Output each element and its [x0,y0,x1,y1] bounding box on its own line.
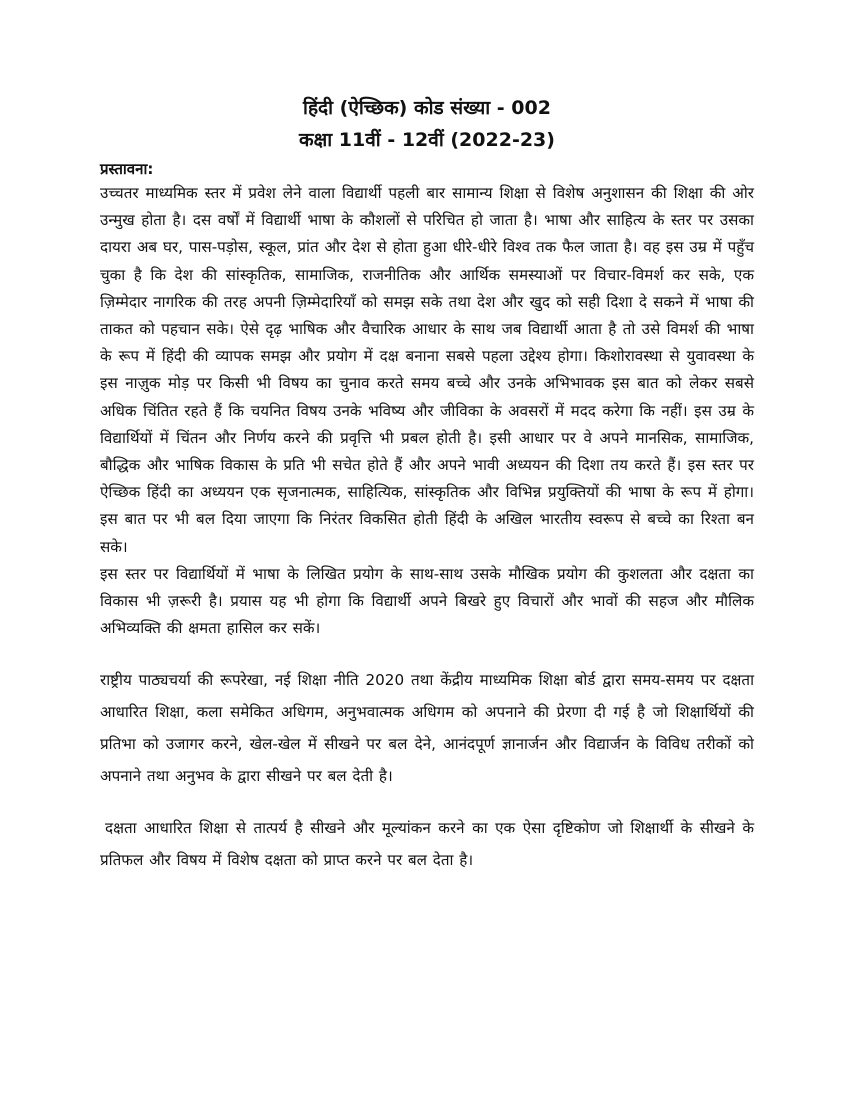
paragraph-intro: उच्चतर माध्यमिक स्तर में प्रवेश लेने वाला विद्यार्थी पहली बार सामान्य शिक्षा से विशेष अनुशासन की शिक्षा की ओर उन्मुख होता है। दस वर्षों में विद्यार्थी भाषा के कौशलों से परिचित हो जाता है। भाषा और साहित्य के स्तर पर उसका दायरा अब घर, पास-पड़ोस, स्कूल, प्रांत और देश से होता हुआ धीरे-धीरे विश्व तक फैल जाता है। वह इस उम्र में पहुँच चुका है कि देश की सांस्कृतिक, सामाजिक, राजनीतिक और आर्थिक समस्याओं पर विचार-विमर्श कर सके, एक ज़िम्मेदार नागरिक की तरह अपनी ज़िम्मेदारियाँ को समझ सके तथा देश और खुद को सही दिशा दे सकने में भाषा की ताकत को पहचान सके। ऐसे दृढ़ भाषिक और वैचारिक आधार के साथ जब विद्यार्थी आता है तो उसे विमर्श की भाषा के रूप में हिंदी की व्यापक समझ और प्रयोग में दक्ष बनाना सबसे पहला उद्देश्य होगा। किशोरावस्था से युवावस्था के इस नाज़ुक मोड़ पर किसी भी विषय का चुनाव करते समय बच्चे और उनके अभिभावक इस बात को लेकर सबसे अधिक चिंतित रहते हैं कि चयनित विषय उनके भविष्य और जीविका के अवसरों में मदद करेगा कि नहीं। इस उम्र के विद्यार्थियों में चिंतन और निर्णय करने की प्रवृत्ति भी प्रबल होती है। इसी आधार पर वे अपने मानसिक, सामाजिक, बौद्धिक और भाषिक विकास के प्रति भी सचेत होते हैं और अपने भावी अध्ययन की दिशा तय करते हैं। इस स्तर पर ऐच्छिक हिंदी का अध्ययन एक सृजनात्मक, साहित्यिक, सांस्कृतिक और विभिन्न प्रयुक्तियों की भाषा के रूप में होगा। इस बात पर भी बल दिया जाएगा कि निरंतर विकसित होती हिंदी के अखिल भारतीय स्वरूप से बच्चे का रिश्ता बन सके। [100,184,754,556]
document-page [100,92,754,876]
section-heading-introduction: प्रस्तावना: [100,160,154,178]
document-title: हिंदी (ऐच्छिक) कोड संख्या - 002 [303,97,551,119]
paragraph-curriculum-framework: राष्ट्रीय पाठ्यचर्या की रूपरेखा, नई शिक्षा नीति 2020 तथा केंद्रीय माध्यमिक शिक्षा बोर्ड द्वारा समय-समय पर दक्षता आधारित शिक्षा, कला समेकित अधिगम, अनुभवात्मक अधिगम को अपनाने की प्रेरणा दी गई है जो शिक्षार्थियों की प्रतिभा को उजागर करने, खेल-खेल में सीखने पर बल देने, आनंदपूर्ण ज्ञानार्जन और विद्यार्जन के विविध तरीकों को अपनाने तथा अनुभव के द्वारा सीखने पर बल देती है। [100,671,754,786]
paragraph-competency-based: दक्षता आधारित शिक्षा से तात्पर्य है सीखने और मूल्यांकन करने का एक ऐसा दृष्टिकोण जो शिक्षार्थी के सीखने के प्रतिफल और विषय में विशेष दक्षता को प्राप्त करने पर बल देता है। [100,819,754,870]
document-subtitle: कक्षा 11वीं - 12वीं (2022-23) [299,129,555,151]
paragraph-oral-written: इस स्तर पर विद्यार्थियों में भाषा के लिखित प्रयोग के साथ-साथ उसके मौखिक प्रयोग की कुशलता और दक्षता का विकास भी ज़रूरी है। प्रयास यह भी होगा कि विद्यार्थी अपने बिखरे हुए विचारों और भावों की सहज और मौलिक अभिव्यक्ति की क्षमता हासिल कर सकें। [100,564,754,638]
